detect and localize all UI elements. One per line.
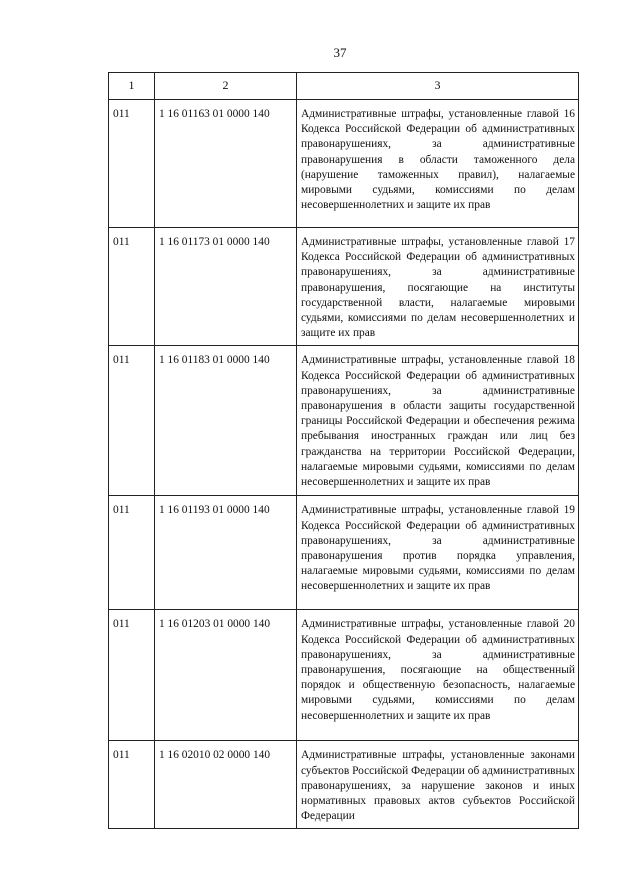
revenue-name-cell: Административные штрафы, установленные главой 20 Кодекса Российской Федерации об административных правонарушениях, за административные правонарушения, посягающие на общественный порядок и общественную безопасность, налагаемые мировыми судьями, комиссиями по делам несовершеннолетних и защите их прав: [297, 610, 579, 741]
budget-code-cell: 1 16 01193 01 0000 140: [155, 496, 297, 610]
budget-code-cell: 1 16 02010 02 0000 140: [155, 741, 297, 829]
administrator-code-cell: 011: [109, 610, 155, 741]
table-row: [109, 496, 579, 610]
revenue-name-cell: Административные штрафы, установленные законами субъектов Российской Федерации об административных правонарушениях, за нарушение законов и иных нормативных правовых актов субъектов Российской Федерации: [297, 741, 579, 829]
administrator-code-cell: 011: [109, 346, 155, 496]
administrator-code-cell: 011: [109, 100, 155, 228]
table-row: [109, 610, 579, 741]
budget-code-cell: 1 16 01163 01 0000 140: [155, 100, 297, 228]
budget-code-cell: 1 16 01183 01 0000 140: [155, 346, 297, 496]
table-header-row: [109, 73, 579, 100]
administrator-code-cell: 011: [109, 496, 155, 610]
page-number: 37: [333, 45, 347, 60]
revenue-name-cell: Административные штрафы, установленные главой 17 Кодекса Российской Федерации об административных правонарушениях, за административные правонарушения, посягающие на институты государственной власти, налагаемые мировыми судьями, комиссиями по делам несовершеннолетних и защите их прав: [297, 228, 579, 346]
revenue-name-cell: Административные штрафы, установленные главой 18 Кодекса Российской Федерации об административных правонарушениях, за административные правонарушения в области защиты государственной границы Российской Федерации и обеспечения режима пребывания иностранных граждан или лиц без гражданства на территории Российской Федерации, налагаемые мировыми судьями, комиссиями по делам несовершеннолетних и защите их прав: [297, 346, 579, 496]
table-row: [109, 346, 579, 496]
budget-code-cell: 1 16 01173 01 0000 140: [155, 228, 297, 346]
column-header-3: 3: [297, 73, 579, 100]
budget-code-cell: 1 16 01203 01 0000 140: [155, 610, 297, 741]
administrator-code-cell: 011: [109, 228, 155, 346]
budget-classification-table: [108, 72, 579, 829]
column-header-2: 2: [155, 73, 297, 100]
table-row: [109, 741, 579, 829]
column-header-1: 1: [109, 73, 155, 100]
revenue-name-cell: Административные штрафы, установленные главой 19 Кодекса Российской Федерации об административных правонарушениях, за административные правонарушения против порядка управления, налагаемые мировыми судьями, комиссиями по делам несовершеннолетних и защите их прав: [297, 496, 579, 610]
table-row: [109, 228, 579, 346]
table-row: [109, 100, 579, 228]
administrator-code-cell: 011: [109, 741, 155, 829]
revenue-name-cell: Административные штрафы, установленные главой 16 Кодекса Российской Федерации об административных правонарушениях, за административные правонарушения в области таможенного дела (нарушение таможенных правил), налагаемые мировыми судьями, комиссиями по делам несовершеннолетних и защите их прав: [297, 100, 579, 228]
